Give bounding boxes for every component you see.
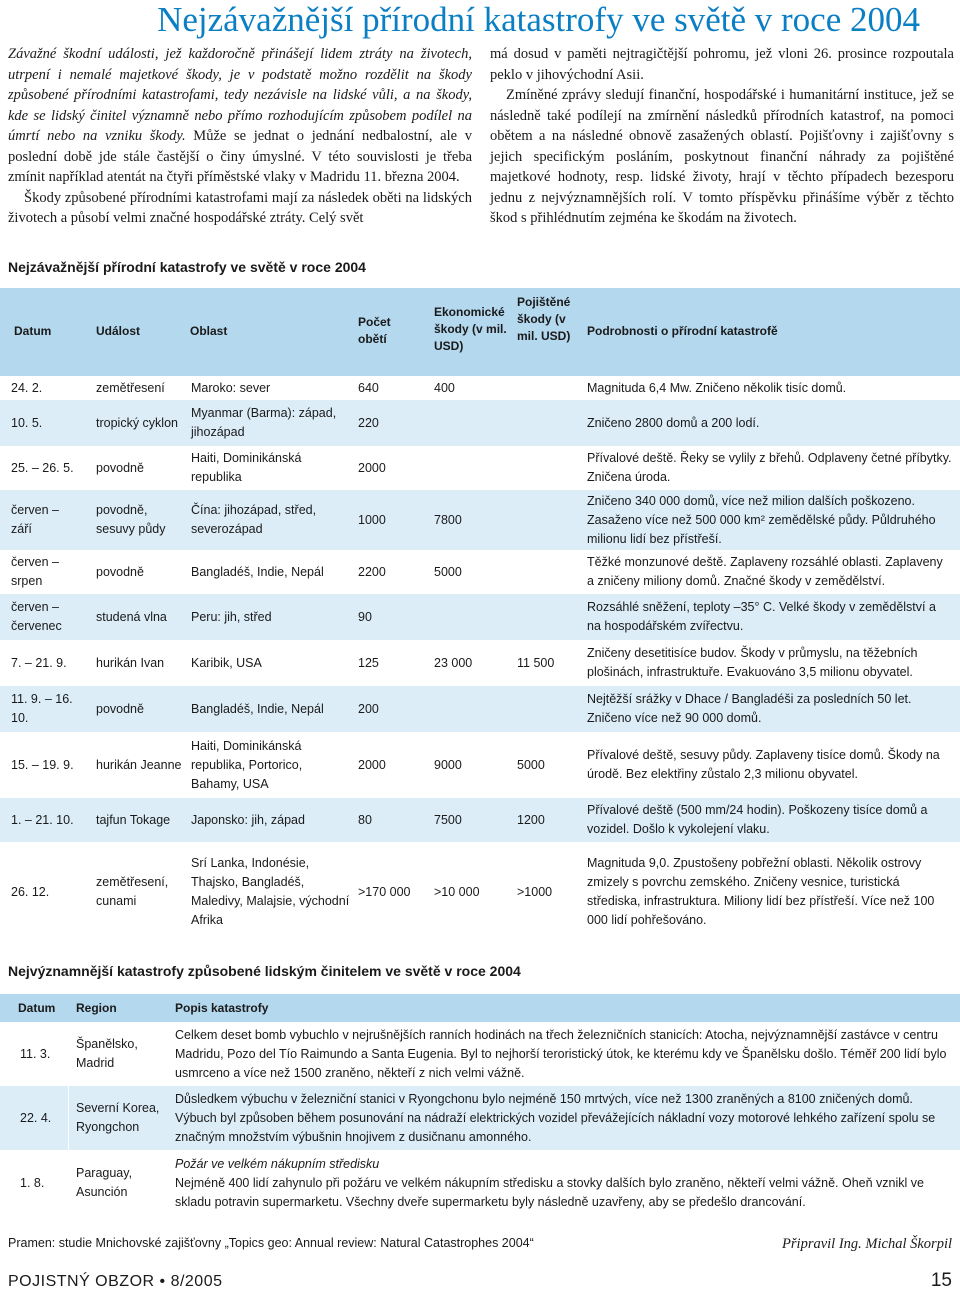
- cell-deaths: 2200: [358, 565, 386, 579]
- table-row: [0, 842, 960, 942]
- page-title: Nejzávažnější přírodní katastrofy ve světě v roce 2004: [157, 0, 920, 39]
- column-separator: [68, 1086, 69, 1150]
- cell-details: Rozsáhlé sněžení, teploty –35° C. Velké škody v zemědělství a na hospodářském zvířectvu.: [587, 600, 936, 633]
- cell-region: Karibik, USA: [191, 656, 262, 670]
- header-event: Událost: [96, 324, 141, 338]
- cell-economic: 7800: [434, 513, 462, 527]
- table-row: [0, 732, 960, 798]
- table-row: [0, 798, 960, 842]
- header-region: Oblast: [190, 324, 228, 338]
- column-separator: [68, 1150, 69, 1216]
- cell-deaths: 640: [358, 381, 379, 395]
- cell-insured: 5000: [517, 758, 545, 772]
- cell-region: Haiti, Dominikánská republika: [191, 451, 302, 484]
- intro-right-column: [490, 44, 954, 229]
- cell-details: Nejtěžší srážky v Dhace / Bangladéši za posledních 50 let. Zničeno více než 90 000 domů.: [587, 692, 912, 725]
- header-economic: Ekonomické škody (v mil. USD): [434, 305, 507, 353]
- cell-economic: >10 000: [434, 885, 480, 899]
- source-note: Pramen: studie Mnichovské zajišťovny „Topics geo: Annual review: Natural Catastrophes 2004“: [8, 1236, 534, 1250]
- cell-description: [175, 1155, 952, 1212]
- table1-header: [0, 288, 960, 376]
- table1-title: Nejzávažnější přírodní katastrofy ve světě v roce 2004: [8, 259, 366, 275]
- cell-event: povodně: [96, 702, 144, 716]
- cell-deaths: 2000: [358, 758, 386, 772]
- cell-date: červen – září: [11, 503, 59, 536]
- cell-details: Zničeno 2800 domů a 200 lodí.: [587, 416, 760, 430]
- description-text: Celkem deset bomb vybuchlo v nejrušnějších ranních hodinách na třech železničních stanicích: Atocha, nejvýznamnější zastávce v centru Madridu, Pozo del Tío Raimundo a Santa Eugenia. Byl to nejhorší teroristický útok, ke kterému kdy ve Španělsku došlo. Téměř 200 lidí bylo usmrceno a více než 1500 zraněno, někteří z nich velmi vážně.: [175, 1028, 947, 1080]
- cell-region: Severní Korea, Ryongchon: [76, 1101, 160, 1134]
- cell-details: Přívalové deště. Řeky se vylily z břehů. Odplaveny četné příbytky. Zničena úroda.: [587, 451, 952, 484]
- cell-deaths: 2000: [358, 461, 386, 475]
- cell-description: [175, 1026, 952, 1083]
- cell-economic: 400: [434, 381, 455, 395]
- cell-event: hurikán Jeanne: [96, 758, 182, 772]
- description-text: Nejméně 400 lidí zahynulo při požáru ve velkém nákupním středisku a stovky dalších bylo zraněno, někteří velmi vážně. Oheň vznikl ve skladu potravin supermarketu. Všechny dveře supermarketu byly následně uzavřeny, aby se předešlo drancování.: [175, 1176, 924, 1209]
- table-row: [0, 400, 960, 446]
- cell-insured: >1000: [517, 885, 553, 899]
- cell-date: 22. 4.: [20, 1111, 52, 1125]
- magazine-footer: POJISTNÝ OBZOR • 8/2005: [8, 1273, 223, 1290]
- intro-paragraph-3: má dosud v paměti nejtragičtější pohromu, jež vloni 26. prosince rozpoutala peklo v jihovýchodní Asii.: [490, 46, 954, 83]
- cell-region: Srí Lanka, Indonésie, Thajsko, Bangladéš, Maledivy, Malajsie, východní Afrika: [191, 856, 350, 927]
- cell-date: 11. 3.: [20, 1047, 51, 1061]
- cell-event: hurikán Ivan: [96, 656, 165, 670]
- intro-paragraph-1: [8, 44, 472, 188]
- cell-date: 25. – 26. 5.: [11, 461, 74, 475]
- cell-insured: 11 500: [517, 656, 555, 670]
- header-insured: Pojištěné škody (v mil. USD): [517, 295, 571, 343]
- cell-date: červen – červenec: [11, 600, 62, 633]
- cell-details: Magnituda 9,0. Zpustošeny pobřežní oblasti. Několik ostrovy zmizely s povrchu zemského. Zničeny vesnice, turistická střediska, infrastruktura. Miliony lidí bez přístřeší. Více než 100 000 lidí pohřešováno.: [587, 856, 935, 927]
- intro-left-column: [8, 44, 472, 229]
- cell-region: Čína: jihozápad, střed, severozápad: [191, 503, 317, 536]
- table-row: [0, 1150, 960, 1216]
- cell-deaths: >170 000: [358, 885, 411, 899]
- cell-economic: 7500: [434, 813, 462, 827]
- cell-region: Maroko: sever: [191, 381, 271, 395]
- column-separator: [68, 1022, 69, 1086]
- cell-event: zemětřesení, cunami: [96, 875, 169, 908]
- cell-economic: 23 000: [434, 656, 473, 670]
- cell-date: 26. 12.: [11, 885, 50, 899]
- table-row: [0, 446, 960, 490]
- table2-title: Nejvýznamnější katastrofy způsobené lidským činitelem ve světě v roce 2004: [8, 963, 521, 979]
- cell-deaths: 1000: [358, 513, 386, 527]
- cell-deaths: 200: [358, 702, 379, 716]
- cell-region: Myanmar (Barma): západ, jihozápad: [191, 406, 337, 439]
- cell-details: Přívalové deště, sesuvy půdy. Zaplaveny tisíce domů. Škody na úrodě. Bez elektřiny zůstalo 2,3 milionu obyvatel.: [587, 748, 940, 781]
- cell-insured: 1200: [517, 813, 545, 827]
- table2-header: [0, 994, 960, 1022]
- table-row: [0, 1086, 960, 1150]
- intro-paragraph-2: Škody způsobené přírodními katastrofami mají za následek oběti na lidských životech a působí velmi značné hospodářské ztráty. Celý svět: [8, 189, 472, 226]
- cell-date: červen – srpen: [11, 555, 59, 588]
- cell-region: Haiti, Dominikánská republika, Portorico, Bahamy, USA: [191, 739, 303, 791]
- cell-deaths: 220: [358, 416, 379, 430]
- cell-region: Španělsko, Madrid: [76, 1037, 138, 1070]
- cell-region: Paraguay, Asunción: [76, 1166, 133, 1199]
- cell-details: Zničeno 340 000 domů, více než milion dalších poškozeno. Zasaženo více než 500 000 km² zemědělské půdy. Půldruhého milionu lidí bez přístřeší.: [587, 494, 936, 546]
- cell-region: Bangladéš, Indie, Nepál: [191, 565, 324, 579]
- table-row: [0, 1022, 960, 1086]
- author-credit: Připravil Ing. Michal Škorpil: [782, 1236, 952, 1252]
- cell-event: zemětřesení: [96, 381, 165, 395]
- cell-economic: 9000: [434, 758, 462, 772]
- cell-event: povodně: [96, 461, 144, 475]
- header-details: Podrobnosti o přírodní katastrofě: [587, 324, 778, 338]
- cell-description: [175, 1090, 952, 1147]
- cell-economic: 5000: [434, 565, 462, 579]
- header-region: Region: [76, 1001, 117, 1015]
- intro-paragraph-4: Zmíněné zprávy sledují finanční, hospodářské i humanitární instituce, jež se následně také podílejí na zmírnění následků přírodních katastrof, na pomoci obětem a na následné obnově zasažených oblastí. Pojišťovny i zajišťovny s jejich specifickým posláním, poskytnout finanční náhrady za pojištěné majetkové hodnoty, resp. lidské životy, hrají v těchto případech bezesporu jednu z nejvýznamnějších rolí. V tomto příspěvku přinášíme výběr z těchto škod s přihlédnutím zejména ke škodám na životech.: [490, 87, 954, 226]
- cell-deaths: 90: [358, 610, 372, 624]
- description-lead: Požár ve velkém nákupním středisku: [175, 1157, 380, 1171]
- cell-details: Těžké monzunové deště. Zaplaveny rozsáhlé oblasti. Zaplaveny a zničeny miliony domů. Značné škody v zemědělství.: [587, 555, 943, 588]
- header-deaths: Počet obětí: [358, 315, 391, 346]
- cell-event: tropický cyklon: [96, 416, 178, 430]
- header-description: Popis katastrofy: [175, 1001, 269, 1015]
- cell-event: tajfun Tokage: [96, 813, 171, 827]
- cell-deaths: 125: [358, 656, 379, 670]
- cell-details: Magnituda 6,4 Mw. Zničeno několik tisíc domů.: [587, 381, 847, 395]
- cell-event: studená vlna: [96, 610, 167, 624]
- cell-event: povodně: [96, 565, 144, 579]
- cell-region: Peru: jih, střed: [191, 610, 272, 624]
- cell-date: 11. 9. – 16. 10.: [11, 692, 73, 725]
- cell-date: 24. 2.: [11, 381, 43, 395]
- cell-date: 10. 5.: [11, 416, 43, 430]
- table-row: [0, 686, 960, 732]
- table-row: [0, 640, 960, 686]
- table-row: [0, 490, 960, 550]
- cell-deaths: 80: [358, 813, 372, 827]
- intro-italic-text: Závažné škodní události, jež každoročně přinášejí lidem ztráty na životech, utrpení i nemalé majetkové škody, je v podstatě možno rozdělit na škody způsobené přírodními katastrofami, tedy nezávisle na lidské vůli, a na škody, kde se lidský činitel významně nebo přímo rozhodujícím způsobem podílel na úmrtí nebo na vzniku škody.: [8, 46, 472, 144]
- cell-date: 15. – 19. 9.: [11, 758, 74, 772]
- cell-date: 1. – 21. 10.: [11, 813, 74, 827]
- cell-event: povodně, sesuvy půdy: [96, 503, 166, 536]
- header-date: Datum: [18, 1001, 56, 1015]
- table-row: [0, 376, 960, 400]
- cell-date: 1. 8.: [20, 1176, 45, 1190]
- table-row: [0, 594, 960, 640]
- intro-roman-text: Může se jednat o jednání nedbalostní, ale v poslední době jde stále častější o činy úmyslné. V této souvislosti je třeba zmínit například atentát na čtyři příměstské vlaky v Madridu 11. března 2004.: [8, 128, 472, 185]
- cell-details: Přívalové deště (500 mm/24 hodin). Poškozeny tisíce domů a vozidel. Došlo k vykolejení vlaku.: [587, 803, 928, 836]
- cell-date: 7. – 21. 9.: [11, 656, 67, 670]
- table-row: [0, 550, 960, 594]
- page-number: 15: [930, 1270, 952, 1291]
- cell-region: Japonsko: jih, západ: [191, 813, 305, 827]
- cell-region: Bangladéš, Indie, Nepál: [191, 702, 324, 716]
- header-date: Datum: [14, 324, 52, 338]
- description-text: Důsledkem výbuchu v železniční stanici v Ryongchonu bylo nejméně 150 mrtvých, více než 1300 zraněných a 8100 zničených domů. Výbuch byl způsoben během posunování na nádraží elektrických vozidel převážejících nákladní vozy motorové lehkého zařízení spolu se značným množstvím výbušnin hnojivem z dusičnanu amonného.: [175, 1092, 936, 1144]
- cell-details: Zničeny desetitisíce budov. Škody v průmyslu, na těžebních plošinách, infrastruktuře. Evakuováno 3,5 milionu obyvatel.: [587, 646, 918, 679]
